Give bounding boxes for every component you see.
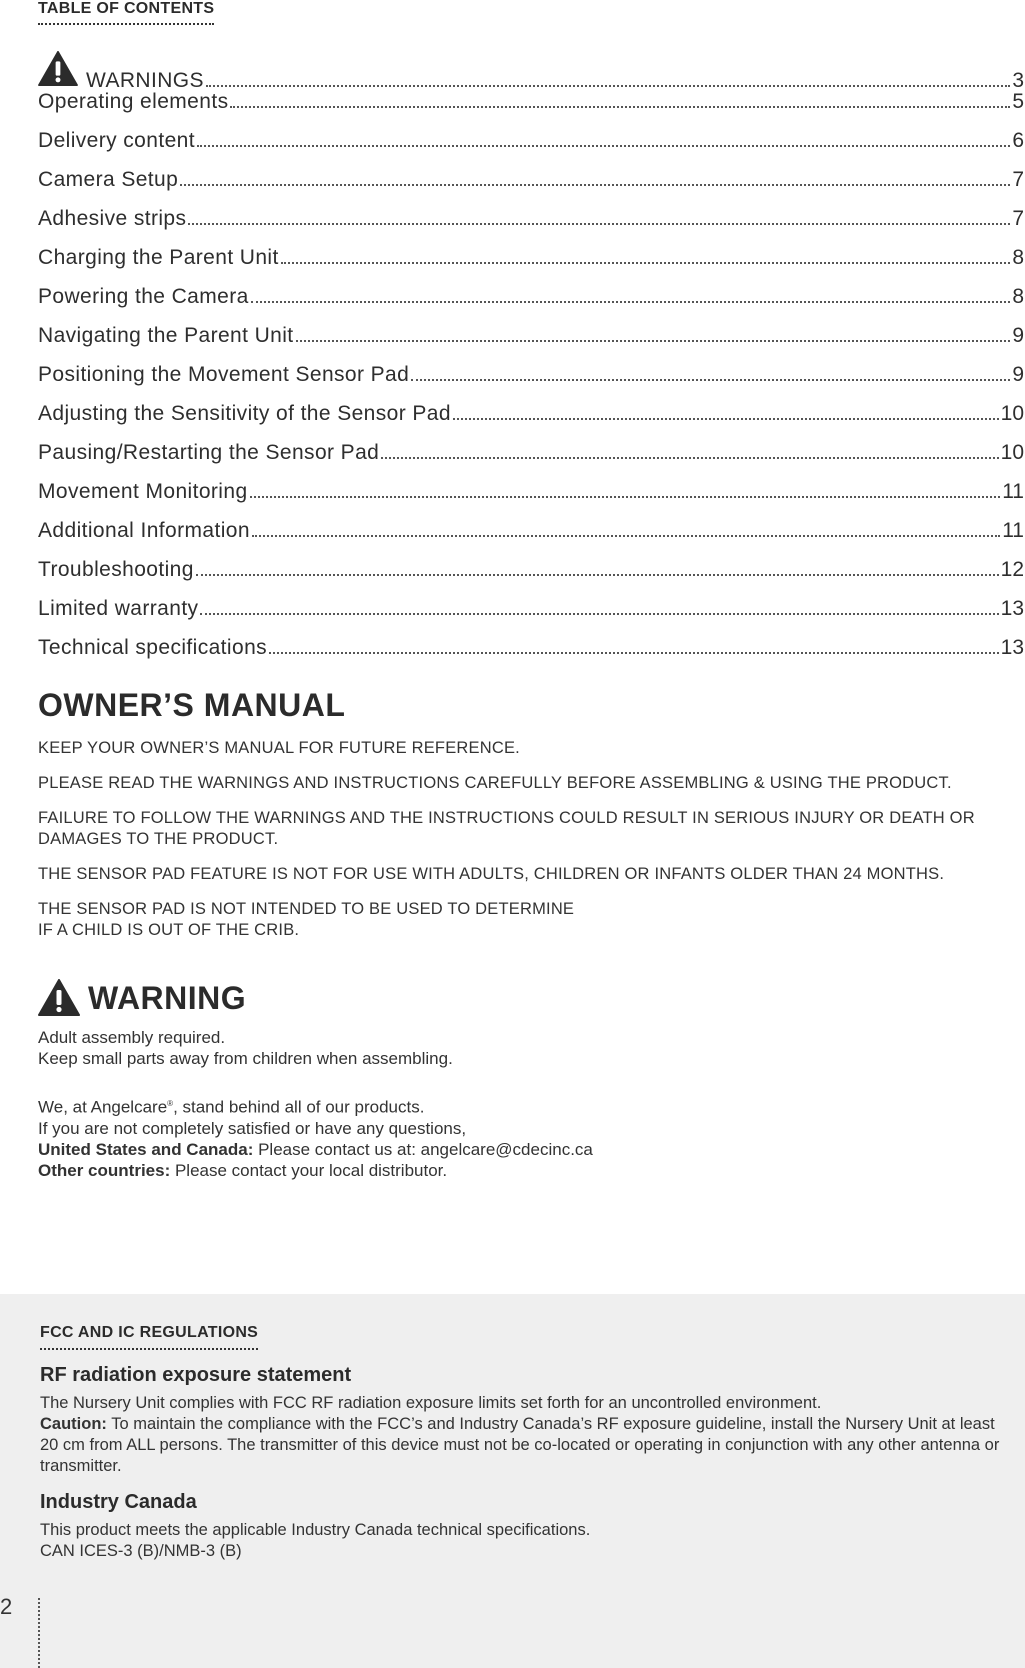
other-countries-label: Other countries: (38, 1160, 171, 1180)
toc-item-page: 13 (1000, 636, 1024, 659)
contact-line-1-pre: We, at Angelcare (38, 1097, 168, 1117)
owner-paragraph-3: FAILURE TO FOLLOW THE WARNINGS AND THE INSTRUCTIONS COULD RESULT IN SERIOUS INJURY OR DEATH OR DAMAGES TO THE PRODUCT. (38, 809, 975, 848)
rf-line-1: The Nursery Unit complies with FCC RF radiation exposure limits set forth for an uncontrolled environment. (40, 1394, 822, 1412)
toc-item-label: Adjusting the Sensitivity of the Sensor Pad (38, 402, 451, 425)
toc-leader-dots (188, 222, 1010, 225)
owner-paragraph-2: PLEASE READ THE WARNINGS AND INSTRUCTIONS CAREFULLY BEFORE ASSEMBLING & USING THE PRODUCT. (38, 774, 952, 792)
warning-triangle-icon (38, 51, 78, 87)
toc-item-page: 6 (1012, 129, 1024, 152)
toc-item-label: Charging the Parent Unit (38, 246, 279, 269)
toc-item-page: 10 (1000, 402, 1024, 425)
us-canada-label: United States and Canada: (38, 1139, 254, 1159)
toc-item-page: 12 (1000, 558, 1024, 581)
toc-leader-dots (206, 84, 1010, 87)
toc-item-page: 13 (1000, 597, 1024, 620)
toc-item-label: Adhesive strips (38, 207, 187, 230)
fcc-section (0, 1294, 1025, 1668)
warning-heading: WARNING (88, 979, 247, 1016)
toc-item-page: 7 (1012, 207, 1024, 230)
fcc-title: FCC AND IC REGULATIONS (40, 1324, 259, 1341)
toc-item[interactable] (38, 441, 1024, 480)
toc-item-page: 5 (1012, 90, 1024, 113)
toc-leader-dots (381, 456, 998, 459)
toc-item[interactable] (38, 285, 1024, 324)
caution-text: To maintain the compliance with the FCC’s and Industry Canada’s RF exposure guideline, install the Nursery Unit at least 20 cm from ALL persons. The transmitter of this device must not be co-located or operating in conjunction with any other antenna or transmitter. (40, 1415, 1000, 1475)
ic-line-1: This product meets the applicable Industry Canada technical specifications. (40, 1521, 591, 1539)
warning-line-2: Keep small parts away from children when assembling. (38, 1049, 453, 1068)
toc-item-label: Pausing/Restarting the Sensor Pad (38, 441, 380, 464)
ic-line-2: CAN ICES-3 (B)/NMB-3 (B) (40, 1542, 242, 1560)
toc-item-label: Positioning the Movement Sensor Pad (38, 363, 410, 386)
page-number: 2 (0, 1594, 13, 1619)
caution-label: Caution: (40, 1415, 107, 1433)
toc-leader-dots (411, 378, 1010, 381)
toc-item[interactable] (38, 207, 1024, 246)
toc-leader-dots (453, 417, 999, 420)
us-canada-text: Please contact us at: angelcare@cdecinc.ca (253, 1139, 593, 1159)
toc-item[interactable] (38, 597, 1024, 636)
toc-leader-dots (296, 339, 1011, 342)
toc-item-label: Powering the Camera (38, 285, 249, 308)
toc-item[interactable] (38, 519, 1024, 558)
rf-paragraph (40, 1393, 1005, 1477)
warning-text (38, 1027, 1024, 1069)
warning-heading-row (38, 979, 1024, 1017)
toc-leader-dots (200, 612, 998, 615)
fcc-title-wrap (40, 1324, 258, 1350)
toc-item-page: 8 (1012, 285, 1024, 308)
toc-item[interactable] (38, 558, 1024, 597)
toc-item[interactable] (38, 324, 1024, 363)
toc-item[interactable] (38, 636, 1024, 675)
toc-leader-dots (281, 261, 1011, 264)
toc-item-page: 9 (1012, 324, 1024, 347)
toc-item[interactable] (38, 90, 1024, 129)
toc-item[interactable] (38, 363, 1024, 402)
table-of-contents (38, 51, 1024, 675)
owner-paragraph-4: THE SENSOR PAD FEATURE IS NOT FOR USE WITH ADULTS, CHILDREN OR INFANTS OLDER THAN 24 MONTHS. (38, 865, 945, 883)
contact-line-1-post: , stand behind all of our products. (173, 1097, 425, 1117)
toc-item-label: Troubleshooting (38, 558, 194, 581)
toc-item[interactable] (38, 168, 1024, 207)
toc-leader-dots (180, 183, 1010, 186)
toc-item-page: 3 (1012, 69, 1024, 92)
owner-paragraph-5 (38, 899, 1024, 941)
toc-leader-dots (230, 105, 1010, 108)
registered-mark: ® (167, 1099, 174, 1108)
page-divider-dots (38, 1598, 40, 1668)
toc-item[interactable] (38, 480, 1024, 519)
warning-triangle-icon (38, 979, 80, 1017)
toc-item-label: Camera Setup (38, 168, 179, 191)
warning-line-1: Adult assembly required. (38, 1028, 226, 1047)
toc-item-page: 10 (1000, 441, 1024, 464)
toc-leader-dots (196, 573, 999, 576)
toc-item-page: 9 (1012, 363, 1024, 386)
toc-leader-dots (252, 534, 1000, 537)
toc-item-page: 11 (1002, 519, 1024, 542)
owner-paragraph-5-line-1: THE SENSOR PAD IS NOT INTENDED TO BE USED TO DETERMINE (38, 900, 575, 918)
ic-paragraph (40, 1520, 1005, 1562)
toc-item-label: Navigating the Parent Unit (38, 324, 294, 347)
toc-item-page: 11 (1002, 480, 1024, 503)
owner-paragraph-5-line-2: IF A CHILD IS OUT OF THE CRIB. (38, 921, 300, 939)
other-countries-text: Please contact your local distributor. (170, 1160, 448, 1180)
toc-item-label: Technical specifications (38, 636, 268, 659)
toc-item-label: Additional Information (38, 519, 250, 542)
owner-paragraph-1: KEEP YOUR OWNER’S MANUAL FOR FUTURE REFERENCE. (38, 739, 520, 757)
toc-leader-dots (269, 651, 999, 654)
contact-text (38, 1093, 1024, 1181)
toc-item-label: Limited warranty (38, 597, 199, 620)
toc-item-label: Movement Monitoring (38, 480, 248, 503)
toc-item[interactable] (38, 129, 1024, 168)
toc-item-label: Delivery content (38, 129, 195, 152)
owners-manual-heading: OWNER’S MANUAL (38, 687, 346, 723)
rf-heading: RF radiation exposure statement (40, 1364, 352, 1386)
toc-item-page: 7 (1012, 168, 1024, 191)
toc-item-label: WARNINGS (86, 69, 204, 92)
toc-title-wrap (38, 1, 214, 25)
toc-item-label: Operating elements (38, 90, 229, 113)
toc-title: TABLE OF CONTENTS (38, 0, 215, 17)
toc-item[interactable] (38, 246, 1024, 285)
toc-leader-dots (250, 495, 1001, 498)
toc-leader-dots (197, 144, 1010, 147)
main-content (38, 0, 1024, 1181)
toc-item[interactable] (38, 402, 1024, 441)
toc-item-page: 8 (1012, 246, 1024, 269)
toc-leader-dots (251, 300, 1011, 303)
toc-item[interactable] (38, 51, 1024, 90)
ic-heading: Industry Canada (40, 1491, 197, 1513)
contact-line-2: If you are not completely satisfied or have any questions, (38, 1118, 467, 1138)
